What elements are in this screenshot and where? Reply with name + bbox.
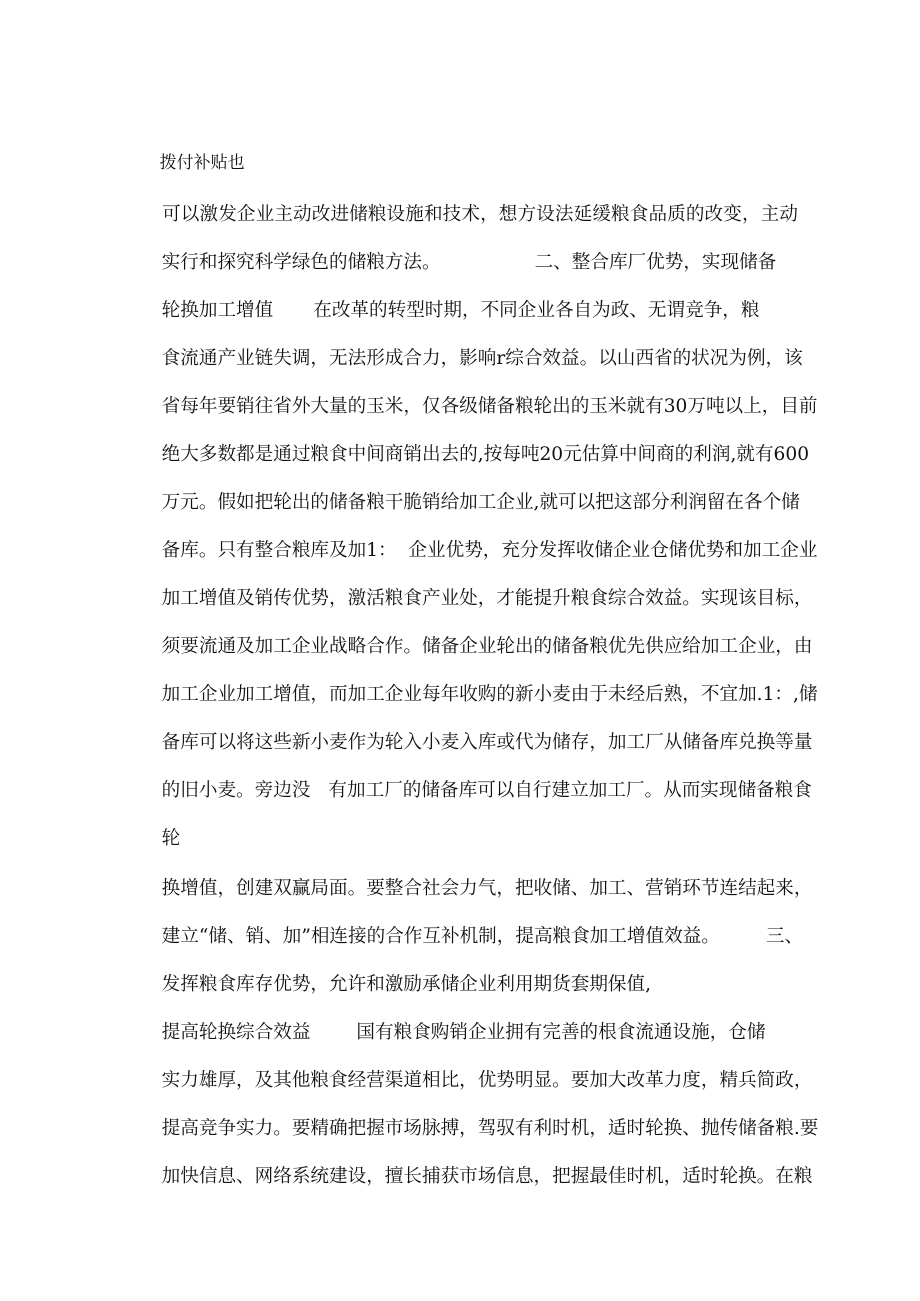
- section-heading: 三、: [765, 926, 804, 947]
- text-segment: 加工增值及销传优势，激活粮食产业处，才能提升粮食综合效益。实现该目标，: [161, 588, 813, 609]
- text-line-15: [138, 794, 798, 849]
- text-segment: 备库可以将这些新小麦作为轮入小麦入库或代为储存，加工厂从储备库兑换等量: [161, 732, 813, 753]
- text-segment: 加工企业加工增值，而加工企业每年收购的新小麦由于未经后熟，不宜加.1：,储: [161, 684, 818, 705]
- text-line-6: [138, 362, 818, 417]
- text-line-10: [138, 554, 813, 609]
- text-line-18: [138, 940, 798, 995]
- text-segment: 的旧小麦。旁边没: [161, 780, 311, 801]
- text-line-9: [138, 506, 818, 561]
- section-heading: 提高轮换综合效益: [161, 1022, 311, 1043]
- text-line-4: [138, 266, 798, 321]
- text-segment: 拨付补贴也: [159, 153, 245, 173]
- text-segment: 万元。假如把轮出的储备粮干脆销给加工企业,就可以把这部分利润留在各个储: [161, 492, 800, 513]
- text-segment: 须要流通及加工企业战略合作。储备企业轮出的储备粮优先供应给加工企业，由: [161, 636, 813, 657]
- text-line-8: [138, 458, 800, 513]
- text-segment: 轮: [161, 828, 181, 849]
- text-segment: 建立“储、销、加”相连接的合作互补机制，提高粮食加工增值效益。: [161, 926, 720, 947]
- text-line-5: [138, 314, 803, 369]
- text-segment: 实行和探究科学绿色的储粮方法。: [161, 252, 441, 273]
- section-heading: 轮换加工增值: [161, 300, 274, 321]
- text-segment: 提高竞争实力。要精确把握市场脉搏，驾驭有利时机，适时轮换、抛传储备粮.要: [161, 1118, 819, 1139]
- text-line-7: [138, 410, 810, 465]
- text-segment: 备库。只有整合粮库及加1： 企业优势，充分发挥收储企业仓储优势和加工企业: [161, 540, 818, 561]
- text-line-21: [138, 1084, 819, 1139]
- text-line-1: [138, 118, 798, 173]
- text-line-3: [138, 218, 798, 273]
- text-segment: 实力雄厚，及其他粮食经营渠道相比，优势明显。要加大改革力度，精兵简政，: [161, 1070, 813, 1091]
- text-segment: 换增值，创建双赢局面。要整合社会力气，把收储、加工、营销环节连结起来，: [161, 878, 813, 899]
- text-line-19: [138, 988, 798, 1043]
- text-line-13: [138, 698, 813, 753]
- text-line-14: [138, 746, 812, 801]
- text-line-11: [138, 602, 813, 657]
- text-segment: 食流通产业链失调，无法形成合力，影响r综合效益。以山西省的状况为例，该: [161, 348, 803, 369]
- section-heading: 发挥粮食库存优势，允许和激励承储企业利用期货套期保值,: [161, 974, 652, 995]
- section-heading: 二、整合库厂优势，实现储备: [534, 252, 777, 273]
- text-line-17: [138, 892, 804, 947]
- text-segment: 在改革的转型时期，不同企业各自为政、无谓竞争，粮: [313, 300, 760, 321]
- text-line-12: [138, 650, 818, 705]
- text-line-20: [138, 1036, 813, 1091]
- text-line-22: [138, 1132, 813, 1187]
- text-segment: 可以激发企业主动改进储粮设施和技术，想方设法延缓粮食品质的改变，主动: [162, 204, 798, 225]
- text-segment: 绝大多数都是通过粮食中间商销出去的,按每吨20元估算中间商的利润,就有600: [161, 444, 810, 465]
- text-line-2: [138, 170, 798, 225]
- text-segment: 加快信息、网络系统建设，擅长捕获市场信息，把握最佳时机，适时轮换。在粮: [161, 1166, 813, 1187]
- text-segment: 有加工厂的储备库可以自行建立加工厂。从而实现储备粮食: [328, 780, 812, 801]
- text-segment: 国有粮食购销企业拥有完善的根食流通设施，仓储: [356, 1022, 766, 1043]
- text-segment: 省每年要销往省外大量的玉米，仅各级储备粮轮出的玉米就有30万吨以上，目前: [161, 396, 818, 417]
- text-line-16: [138, 844, 813, 899]
